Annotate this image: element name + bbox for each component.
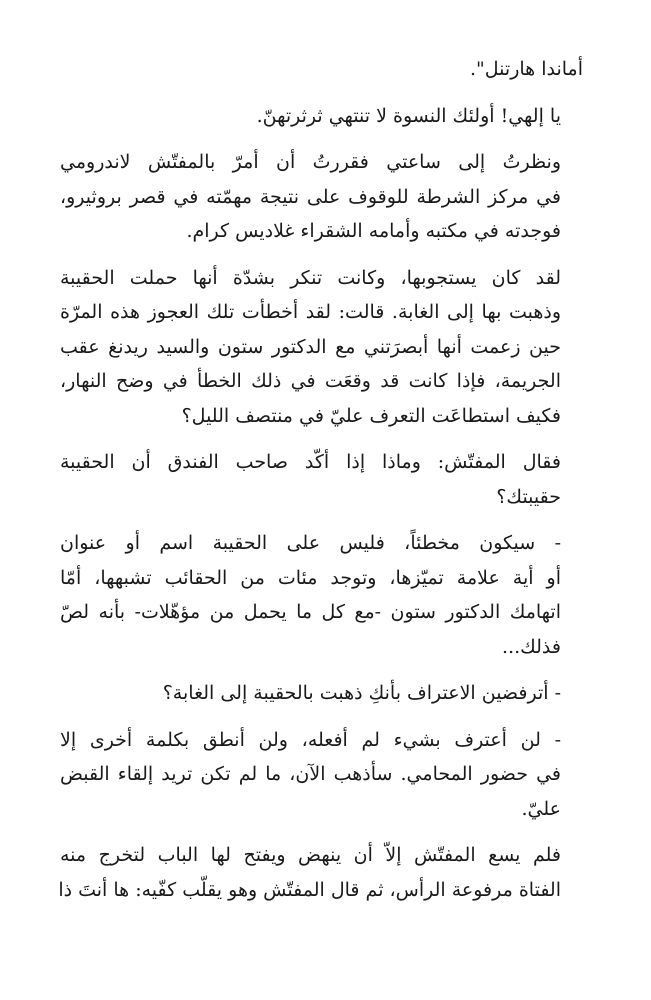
text-line: الفتاة مرفوعة الرأس، ثم قال المفتّش وهو يقلّب كفّيه: ها أنتَ ذا [58,878,561,901]
text-line: في حضور المحامي. سأذهب الآن، ما لم تكن تريد إلقاء القبض [60,763,561,785]
paragraph-2 [60,99,583,134]
text-line: - لن أعترف بشيء لم أفعله، ولن أنطق بكلمة أخرى إلا [60,728,561,751]
text-line: فقال المفتّش: وماذا إذا أكّد صاحب الفندق أن الحقيبة [60,451,561,473]
text-line: عليّ. [521,797,561,820]
text-line: فذلك... [502,635,561,658]
text-line: فلم يسع المفتّش إلاّ أن ينهض ويفتح لها الباب لتخرج منه [60,844,561,866]
text-line: - سيكون مخطئاً، فليس على الحقيبة اسم أو عنوان [60,532,561,554]
paragraph-8 [60,723,583,827]
text-line: في مركز الشرطة للوقوف على نتيجة مهمّته في قصر بروثيرو، [60,185,561,208]
text-line: حين زعمت أنها أبصرَتني مع الدكتور ستون والسيد ريدنغ عقب [60,335,561,358]
text-line: وذهبت بها إلى الغابة. قالت: لقد أخطأت تلك العجوز هذه المرّة [60,301,561,323]
text-line: فوجدته في مكتبه وأمامه الشقراء غلاديس كرام. [186,220,561,242]
text-line: فكيف استطاعَت التعرف عليّ في منتصف الليل؟ [181,404,561,427]
paragraph-1 [60,52,583,87]
text-line: الجريمة، فإذا كانت قد وقعَت في ذلك الخطأ في وضح النهار، [60,370,561,392]
text-line: أماندا هارتنل". [470,58,583,80]
text-line: لقد كان يستجوبها، وكانت تنكر بشدّة أنها حملت الحقيبة [60,266,561,289]
paragraph-7 [60,676,583,711]
text-line: - أترفضين الاعتراف بأنكِ ذهبت بالحقيبة إلى الغابة؟ [162,682,561,704]
paragraph-9 [60,838,583,907]
paragraph-5 [60,445,583,514]
text-line: ونظرتُ إلى ساعتي فقررتُ أن أمرّ بالمفتّش لاندرومي [60,151,561,173]
paragraph-4 [60,261,583,434]
paragraph-6 [60,526,583,664]
paragraph-3 [60,145,583,249]
text-line: أو أية علامة تميّزها، وتوجد مئات من الحقائب تشبهها، أمّا [60,566,561,589]
text-line: اتهامك الدكتور ستون -مع كل ما يحمل من مؤهّلات- بأنه لصّ [60,601,561,623]
book-page [60,52,583,919]
text-line: حقيبتك؟ [496,485,561,508]
text-line: يا إلهي! أولئك النسوة لا تنتهي ثرثرتهنّ. [256,104,561,127]
